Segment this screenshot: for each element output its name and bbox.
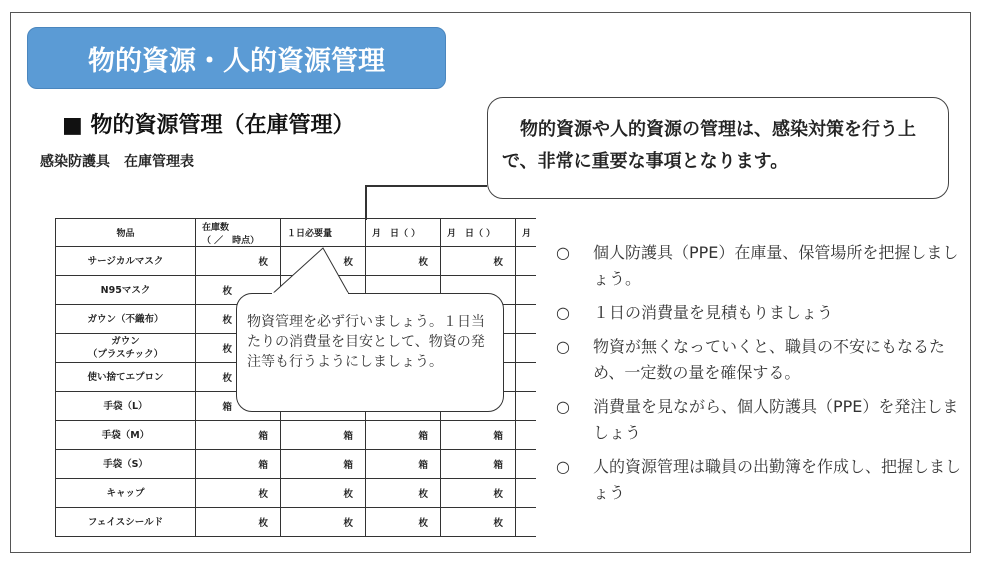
quantity-cell[interactable]: 枚 — [196, 247, 281, 276]
circle-bullet-icon: ○ — [556, 303, 570, 322]
quantity-cell[interactable]: 枚 — [196, 276, 281, 305]
table-title: 感染防護具 在庫管理表 — [40, 154, 194, 170]
quantity-cell[interactable]: 枚 — [366, 247, 441, 276]
bullet-text: 個人防護具（PPE）在庫量、保管場所を把握しましょう。 — [593, 243, 959, 288]
item-name: N95マスク — [56, 276, 196, 305]
item-name: 手袋（S） — [56, 450, 196, 479]
bullet-text: 物資が無くなっていくと、職員の不安にもなるため、一定数の量を確保する。 — [593, 337, 946, 382]
circle-bullet-icon: ○ — [556, 397, 570, 416]
quantity-cell[interactable]: 箱 — [441, 421, 516, 450]
table-header: 在庫数 （ ／ 時点） — [196, 219, 281, 247]
quantity-cell[interactable]: 枚 — [196, 305, 281, 334]
table-header: １日必要量 — [281, 219, 366, 247]
table-header: 月 — [516, 219, 537, 247]
quantity-cell[interactable]: 箱 — [281, 421, 366, 450]
quantity-cell[interactable]: 枚 — [196, 334, 281, 363]
item-name: 手袋（M） — [56, 421, 196, 450]
section-heading: ■ 物的資源管理（在庫管理） — [62, 113, 355, 138]
item-name: フェイスシールド — [56, 508, 196, 537]
bullet-item — [556, 240, 966, 292]
callout-bubble: 物資管理を必ず行いましょう。１日当たりの消費量を目安として、物資の発注等も行うようにしましょう。 — [236, 293, 504, 412]
circle-bullet-icon: ○ — [556, 243, 570, 262]
item-name: サージカルマスク — [56, 247, 196, 276]
quantity-cell[interactable]: 枚 — [196, 363, 281, 392]
bullet-list — [556, 240, 966, 514]
quantity-cell[interactable]: 枚 — [366, 508, 441, 537]
table-header: 月 日（ ） — [441, 219, 516, 247]
item-name: 手袋（L） — [56, 392, 196, 421]
quantity-cell[interactable]: 箱 — [366, 450, 441, 479]
table-header: 月 日（ ） — [366, 219, 441, 247]
quantity-cell[interactable]: 枚 — [441, 508, 516, 537]
item-name: キャップ — [56, 479, 196, 508]
bullet-text: １日の消費量を見積もりましょう — [593, 303, 834, 322]
quantity-cell[interactable]: 箱 — [196, 450, 281, 479]
item-name: 使い捨てエプロン — [56, 363, 196, 392]
circle-bullet-icon: ○ — [556, 457, 570, 476]
quantity-cell[interactable]: 枚 — [281, 508, 366, 537]
item-name: ガウン（不織布） — [56, 305, 196, 334]
bullet-item — [556, 394, 966, 446]
quantity-cell[interactable]: 箱 — [196, 421, 281, 450]
bullet-item — [556, 334, 966, 386]
quantity-cell[interactable]: 枚 — [281, 479, 366, 508]
quantity-cell[interactable]: 箱 — [196, 392, 281, 421]
bullet-item — [556, 454, 966, 506]
table-header: 物品 — [56, 219, 196, 247]
quantity-cell[interactable]: 枚 — [196, 508, 281, 537]
quantity-cell[interactable]: 枚 — [281, 247, 366, 276]
bullet-text: 消費量を見ながら、個人防護具（PPE）を発注しましょう — [593, 397, 959, 442]
slide-title: 物的資源・人的資源管理 — [27, 27, 446, 89]
quantity-cell[interactable]: 枚 — [441, 479, 516, 508]
quantity-cell[interactable]: 枚 — [366, 479, 441, 508]
bullet-item — [556, 300, 966, 326]
quantity-cell[interactable]: 箱 — [281, 450, 366, 479]
intro-note-box: 物的資源や人的資源の管理は、感染対策を行う上で、非常に重要な事項となります。 — [487, 97, 949, 199]
item-name: ガウン （プラスチック） — [56, 334, 196, 363]
circle-bullet-icon: ○ — [556, 337, 570, 356]
quantity-cell[interactable]: 枚 — [196, 479, 281, 508]
quantity-cell[interactable]: 枚 — [441, 247, 516, 276]
bullet-text: 人的資源管理は職員の出勤簿を作成し、把握しましょう — [593, 457, 962, 502]
quantity-cell[interactable]: 箱 — [366, 421, 441, 450]
quantity-cell[interactable]: 箱 — [441, 450, 516, 479]
